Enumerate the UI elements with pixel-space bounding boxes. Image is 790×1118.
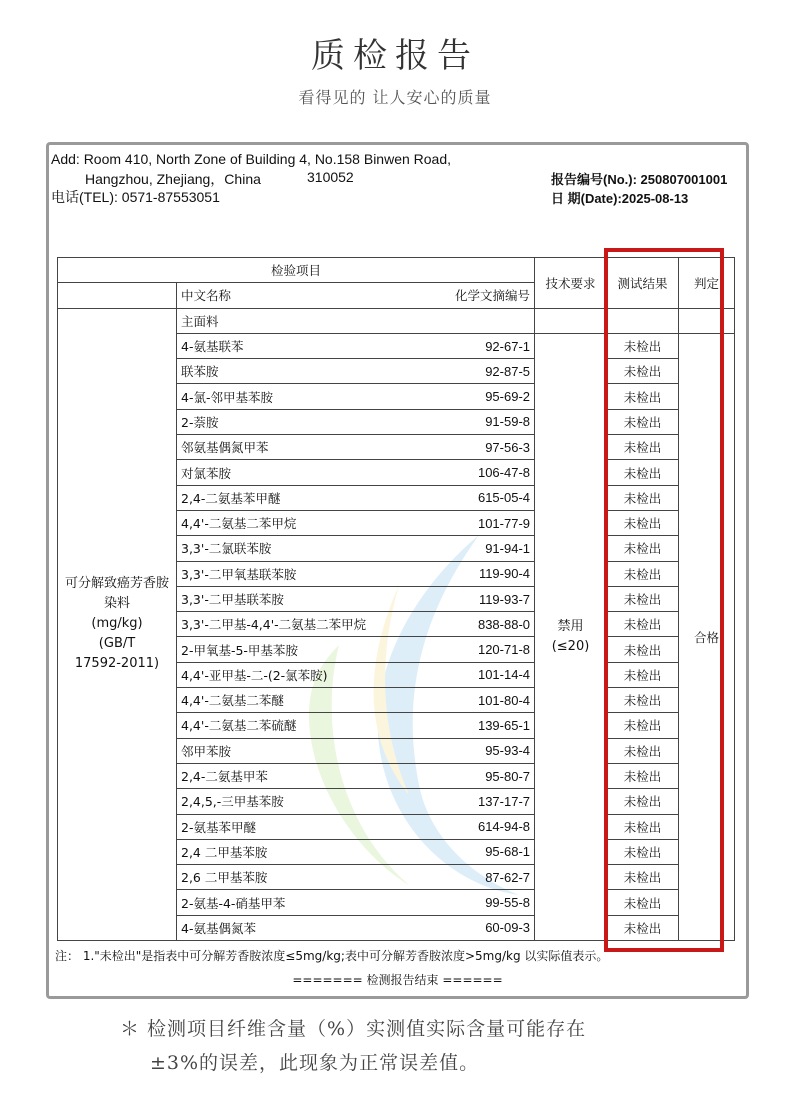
cas-number: 91-94-1 [485, 540, 531, 556]
test-result: 未检出 [607, 561, 679, 586]
cas-number: 838-88-0 [477, 616, 531, 632]
cas-number: 95-93-4 [485, 743, 531, 759]
test-result: 未检出 [607, 333, 679, 358]
header-blank [58, 283, 177, 308]
chemical-name-cas-cell [177, 915, 535, 940]
test-result: 未检出 [607, 485, 679, 510]
disclaimer-line-1: ＊ 检测项目纤维含量（%）实测值实际含量可能存在 [120, 1018, 587, 1040]
chemical-name: 邻甲苯胺 [181, 743, 232, 759]
cas-number: 119-93-7 [478, 591, 531, 607]
verdict-cell: 合格 [679, 333, 735, 940]
chemical-name-cas-cell [177, 814, 535, 839]
chemical-name-cas-cell [177, 460, 535, 485]
cas-number: 106-47-8 [477, 465, 531, 481]
test-group-standard: (GB/T [98, 636, 136, 652]
chemical-name: 2,4-二氨基苯甲醚 [181, 490, 281, 506]
chemical-name: 邻氨基偶氮甲苯 [181, 440, 269, 456]
report-end-marker: ======= 检测报告结束 ====== [292, 973, 503, 987]
test-group-unit: (mg/kg) [91, 616, 143, 632]
test-group-standard-2: 17592-2011) [74, 656, 160, 672]
page-title: 质检报告 [311, 36, 479, 76]
test-result: 未检出 [607, 839, 679, 864]
cas-number: 92-87-5 [485, 363, 531, 379]
test-result: 未检出 [607, 688, 679, 713]
chemical-name: 2-萘胺 [181, 414, 219, 430]
chemical-name-cas-cell [177, 738, 535, 763]
header-requirement: 技术要求 [535, 258, 607, 309]
cas-number: 99-55-8 [485, 895, 531, 911]
test-result: 未检出 [607, 612, 679, 637]
chemical-name: 2-氨基-4-硝基甲苯 [181, 895, 286, 911]
requirement-cell: 禁用(≤20) [535, 333, 607, 940]
test-result: 未检出 [607, 865, 679, 890]
header-verdict: 判定 [679, 258, 735, 309]
section-blank [535, 308, 607, 333]
highlight-box [604, 248, 724, 952]
disclaimer-line-2: ±3%的误差，此现象为正常误差值。 [150, 1052, 480, 1074]
chemical-name-cas-cell [177, 890, 535, 915]
chemical-name-cas-cell [177, 839, 535, 864]
cas-number: 95-68-1 [485, 844, 531, 860]
test-result: 未检出 [607, 536, 679, 561]
cas-number: 101-80-4 [477, 692, 531, 708]
cas-number: 101-14-4 [477, 667, 531, 683]
chemical-name: 4-氨基联苯 [181, 339, 244, 355]
chemical-name: 联苯胺 [181, 364, 219, 380]
chemical-name: 2-甲氧基-5-甲基苯胺 [181, 642, 298, 658]
chemical-name-cas-cell [177, 485, 535, 510]
test-result: 未检出 [607, 460, 679, 485]
chemical-name: 4-氯-邻甲基苯胺 [181, 389, 273, 405]
chemical-name: 2,4,5,-三甲基苯胺 [181, 794, 284, 810]
cas-number: 95-80-7 [485, 768, 531, 784]
chemical-name-cas-cell [177, 384, 535, 409]
cas-number: 119-90-4 [478, 566, 531, 582]
test-result: 未检出 [607, 763, 679, 788]
chemical-name-cas-cell [177, 763, 535, 788]
cas-number: 92-67-1 [485, 338, 531, 354]
chemical-name-cas-cell [177, 586, 535, 611]
section-label: 主面料 [177, 308, 535, 333]
test-result: 未检出 [607, 814, 679, 839]
chemical-name-cas-cell [177, 359, 535, 384]
cas-number: 120-71-8 [477, 642, 531, 658]
cas-number: 91-59-8 [485, 414, 531, 430]
test-result: 未检出 [607, 510, 679, 535]
chemical-name-cas-cell [177, 662, 535, 687]
chemical-name-cas-cell [177, 435, 535, 460]
cas-number: 60-09-3 [485, 920, 531, 936]
chemical-name: 3,3'-二甲基-4,4'-二氨基二苯甲烷 [181, 617, 367, 633]
chemical-name: 4,4'-二氨基二苯硫醚 [181, 718, 297, 734]
cas-number: 95-69-2 [485, 389, 531, 405]
cas-number: 101-77-9 [477, 515, 531, 531]
test-result: 未检出 [607, 890, 679, 915]
test-group-cell [58, 308, 177, 940]
page-subtitle: 看得见的 让人安心的质量 [298, 88, 492, 107]
report-date: 日 期(Date):2025-08-13 [551, 191, 689, 206]
test-result: 未检出 [607, 738, 679, 763]
chemical-name-cas-cell [177, 688, 535, 713]
test-result: 未检出 [607, 915, 679, 940]
chemical-name: 2,6 二甲基苯胺 [181, 870, 268, 886]
test-result: 未检出 [607, 713, 679, 738]
chemical-name-cas-cell [177, 713, 535, 738]
chemical-name-cas-cell [177, 789, 535, 814]
test-result: 未检出 [607, 409, 679, 434]
chemical-name-cas-cell [177, 409, 535, 434]
cas-number: 97-56-3 [485, 439, 531, 455]
footnote: 注： 1."未检出"是指表中可分解芳香胺浓度≤5mg/kg;表中可分解芳香胺浓度>5mg/kg 以实际值表示。 [55, 949, 609, 963]
test-result: 未检出 [607, 637, 679, 662]
chemical-name: 3,3'-二甲氧基联苯胺 [181, 566, 297, 582]
chemical-name: 4,4'-亚甲基-二-(2-氯苯胺) [181, 667, 328, 683]
test-result: 未检出 [607, 789, 679, 814]
test-result: 未检出 [607, 586, 679, 611]
chemical-name: 3,3'-二氯联苯胺 [181, 541, 272, 557]
telephone: 电话(TEL): 0571-87553051 [51, 189, 220, 205]
chemical-name-cas-cell [177, 561, 535, 586]
chemical-name: 2,4 二甲基苯胺 [181, 844, 268, 860]
chemical-name: 4-氨基偶氮苯 [181, 920, 256, 936]
header-cas-number: 化学文摘编号 [455, 288, 531, 304]
test-result: 未检出 [607, 435, 679, 460]
chemical-name: 2-氨基苯甲醚 [181, 819, 256, 835]
chemical-name: 3,3'-二甲基联苯胺 [181, 592, 284, 607]
chemical-name-cas-cell [177, 612, 535, 637]
cas-number: 137-17-7 [477, 793, 531, 809]
cas-number: 87-62-7 [485, 869, 531, 885]
chemical-name-cas-cell [177, 510, 535, 535]
chemical-name: 2,4-二氨基甲苯 [181, 769, 268, 785]
chemical-name-cas-cell [177, 637, 535, 662]
chemical-name: 4,4'-二氨基二苯醚 [181, 693, 284, 709]
header-chinese-name: 中文名称 [181, 288, 232, 304]
chemical-name-cas-cell [177, 536, 535, 561]
chemical-name: 对氯苯胺 [181, 465, 232, 481]
test-result: 未检出 [607, 662, 679, 687]
test-group-name: 可分解致癌芳香胺染料 [64, 576, 169, 612]
address-line-2: Hangzhou, Zhejiang，China [85, 171, 261, 187]
header-test-result: 测试结果 [607, 258, 679, 309]
report-number: 报告编号(No.): 250807001001 [551, 172, 728, 187]
cas-number: 139-65-1 [477, 717, 531, 733]
test-result: 未检出 [607, 384, 679, 409]
chemical-name: 4,4'-二氨基二苯甲烷 [181, 516, 297, 532]
postcode: 310052 [307, 169, 354, 185]
address-line-1: Add: Room 410, North Zone of Building 4, No.158 Binwen Road, [51, 151, 452, 167]
test-result: 未检出 [607, 359, 679, 384]
cas-number: 615-05-4 [477, 490, 531, 506]
chemical-name-cas-cell [177, 865, 535, 890]
disclaimer [120, 1012, 586, 1080]
cas-number: 614-94-8 [477, 819, 531, 835]
chemical-name-cas-cell [177, 333, 535, 358]
header-name-cas [177, 283, 535, 308]
header-inspection-item: 检验项目 [58, 258, 535, 283]
